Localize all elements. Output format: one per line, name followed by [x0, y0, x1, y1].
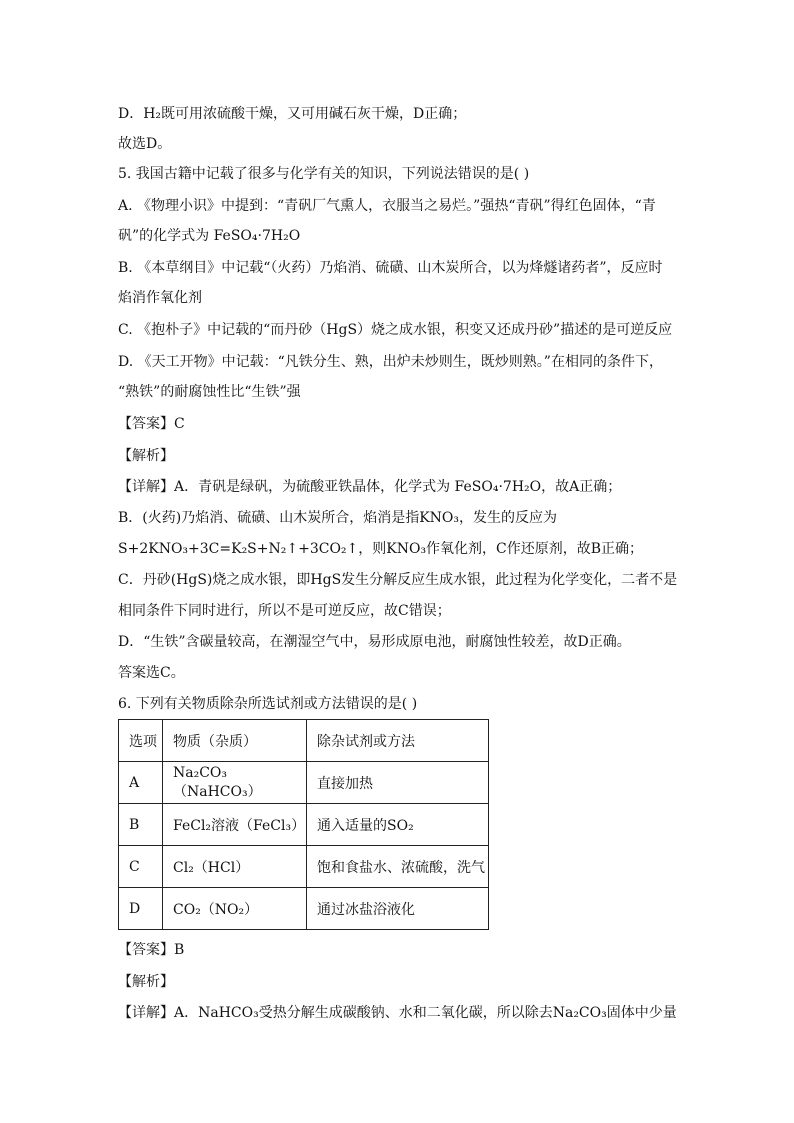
table-header-cell: 物质（杂质）: [163, 720, 307, 762]
q5-answer: 【答案】C: [118, 416, 185, 432]
q5-option-a-line2: 矾”的化学式为 FeSO₄·7H₂O: [118, 228, 301, 244]
q5-option-b-line2: 焰消作氧化剂: [118, 290, 202, 306]
q5-final-answer: 答案选C。: [118, 665, 185, 681]
table-row: [119, 762, 489, 804]
table-cell: D: [119, 888, 163, 930]
table-cell: 直接加热: [307, 762, 489, 804]
q5-explain-c-line1: C．丹砂(HgS)烧之成水银，即HgS发生分解反应生成水银，此过程为化学变化，二者不是: [118, 572, 678, 588]
q5-option-d-line1: D. 《天工开物》中记载：“凡铁分生、熟，出炉未炒则生，既炒则熟。”在相同的条件下，: [118, 354, 663, 370]
q5-stem: 5. 我国古籍中记载了很多与化学有关的知识，下列说法错误的是( ): [118, 166, 530, 182]
table-cell: Na₂CO₃（NaHCO₃）: [163, 762, 307, 804]
table-header-row: [119, 720, 489, 762]
q6-answer: 【答案】B: [118, 942, 185, 958]
q5-explain-a: 【详解】A．青矾是绿矾，为硫酸亚铁晶体，化学式为 FeSO₄·7H₂O，故A正确；: [118, 479, 622, 495]
table-cell: C: [119, 846, 163, 888]
prev-option-d: D．H₂既可用浓硫酸干燥，又可用碱石灰干燥，D正确；: [118, 106, 467, 122]
q5-explain-d: D．“生铁”含碳量较高，在潮湿空气中，易形成原电池，耐腐蚀性较差，故D正确。: [118, 634, 631, 650]
q5-option-c: C. 《抱朴子》中记载的“而丹砂（HgS）烧之成水银，积变又还成丹砂”描述的是可逆反应: [118, 322, 673, 338]
q5-option-d-line2: “熟铁”的耐腐蚀性比“生铁”强: [118, 384, 301, 400]
table-header-cell: 除杂试剂或方法: [307, 720, 489, 762]
table-cell: Cl₂（HCl）: [163, 846, 307, 888]
table-cell: B: [119, 804, 163, 846]
table-cell: A: [119, 762, 163, 804]
table-cell: 饱和食盐水、浓硫酸，洗气: [307, 846, 489, 888]
prev-conclusion: 故选D。: [118, 136, 172, 152]
q6-analysis-heading: 【解析】: [118, 974, 174, 990]
q5-option-b-line1: B. 《本草纲目》中记载“（火药）乃焰消、硫磺、山木炭所合，以为烽燧诸药者”，反应时: [118, 260, 663, 276]
table-cell: CO₂（NO₂）: [163, 888, 307, 930]
q5-explain-b-line2: S+2KNO₃+3C=K₂S+N₂↑+3CO₂↑，则KNO₃作氧化剂，C作还原剂，故B正确；: [118, 541, 644, 557]
q6-stem: 6. 下列有关物质除杂所选试剂或方法错误的是( ): [118, 696, 418, 712]
q6-options-table: [118, 719, 489, 930]
table-cell: FeCl₂溶液（FeCl₃）: [163, 804, 307, 846]
q5-explain-c-line2: 相同条件下同时进行，所以不是可逆反应，故C错误；: [118, 603, 451, 619]
table-header-cell: 选项: [119, 720, 163, 762]
table-row: [119, 804, 489, 846]
q5-explain-b-line1: B．(火药)乃焰消、硫磺、山木炭所合，焰消是指KNO₃，发生的反应为: [118, 510, 558, 526]
q5-option-a-line1: A. 《物理小识》中提到：“青矾厂气熏人，衣服当之易烂。”强热“青矾”得红色固体，“青: [118, 198, 656, 214]
table-row: [119, 846, 489, 888]
table-cell: 通过冰盐浴液化: [307, 888, 489, 930]
table-cell: 通入适量的SO₂: [307, 804, 489, 846]
table-row: [119, 888, 489, 930]
q6-explain-a: 【详解】A．NaHCO₃受热分解生成碳酸钠、水和二氧化碳，所以除去Na₂CO₃固体中少量: [118, 1005, 677, 1021]
q5-analysis-heading: 【解析】: [118, 448, 174, 464]
